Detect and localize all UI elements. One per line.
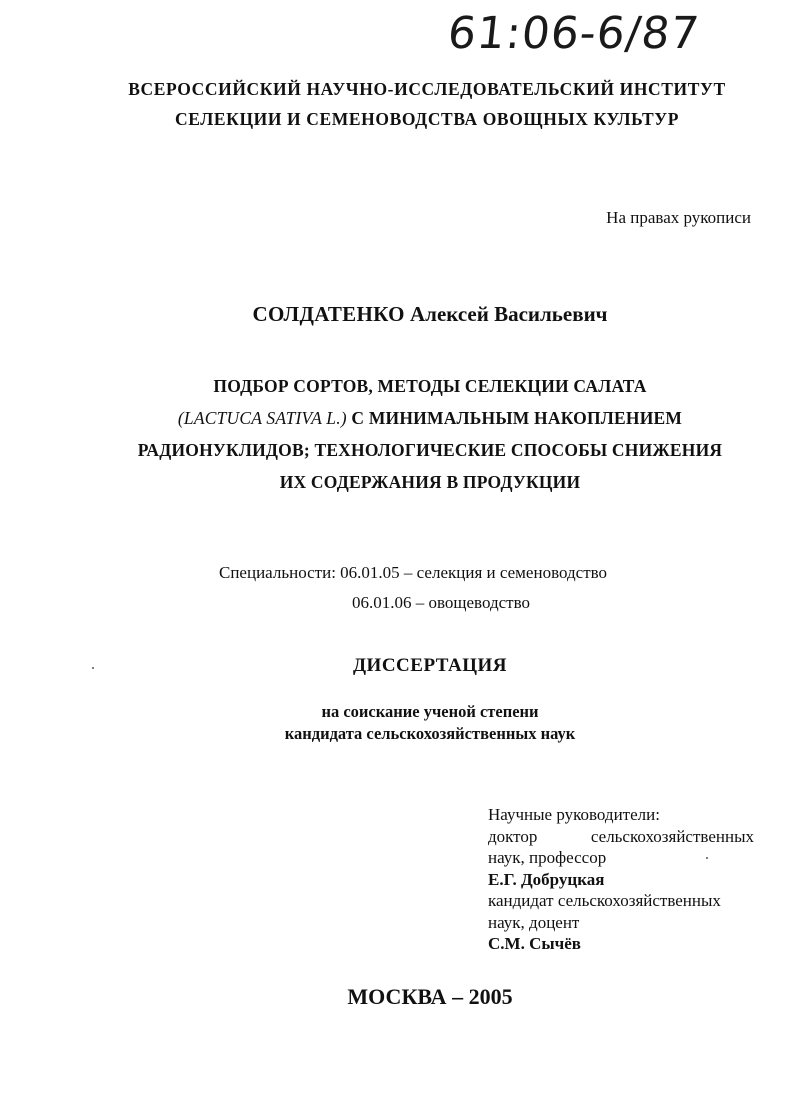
title-line2 [62, 402, 798, 434]
specialty-line1: Специальности: 06.01.05 – селекция и семеноводство [219, 563, 608, 582]
institute-name-line1: ВСЕРОССИЙСКИЙ НАУЧНО-ИССЛЕДОВАТЕЛЬСКИЙ ИНСТИТУТ [128, 79, 726, 99]
specialty-line2: 06.01.06 – овощеводство [352, 593, 531, 612]
manuscript-rights-note: На правах рукописи [606, 208, 751, 227]
advisor1-title-line2: наук, профессор [488, 848, 607, 867]
advisor1-title-word1: доктор [488, 826, 538, 846]
handwritten-catalog-number: 61:06-6/87 [445, 8, 703, 59]
advisors-heading: Научные руководители: [488, 805, 660, 824]
institute-name-line2: СЕЛЕКЦИИ И СЕМЕНОВОДСТВА ОВОЩНЫХ КУЛЬТУР [174, 109, 680, 129]
title-line2-rest: С МИНИМАЛЬНЫМ НАКОПЛЕНИЕМ [351, 408, 683, 428]
advisor1-title-word2: сельскохозяйственных [590, 826, 754, 846]
dissertation-title [0, 370, 798, 498]
advisor2-name: С.М. Сычёв [488, 934, 581, 953]
title-line3: РАДИОНУКЛИДОВ; ТЕХНОЛОГИЧЕСКИЕ СПОСОБЫ СНИЖЕНИЯ [137, 440, 723, 460]
advisor1-title-line1 [488, 826, 754, 848]
advisors-block [488, 804, 754, 955]
advisor2-title-line2: наук, доцент [488, 912, 580, 932]
advisor2-title-line1: кандидат сельскохозяйственных [488, 891, 721, 910]
document-type: ДИССЕРТАЦИЯ [352, 655, 508, 676]
title-line1: ПОДБОР СОРТОВ, МЕТОДЫ СЕЛЕКЦИИ САЛАТА [213, 376, 647, 396]
title-line4: ИХ СОДЕРЖАНИЯ В ПРОДУКЦИИ [279, 472, 581, 492]
institute-name [0, 74, 798, 134]
degree-statement [0, 701, 798, 745]
city-year: МОСКВА – 2005 [347, 984, 513, 1009]
title-latin-name: (LACTUCA SATIVA L.) [177, 408, 347, 428]
author-given-names: Алексей Васильевич [410, 302, 608, 326]
degree-line2: кандидата сельскохозяйственных наук [284, 724, 576, 743]
degree-line1: на соискание ученой степени [321, 702, 539, 721]
author-name [0, 302, 798, 327]
author-surname: СОЛДАТЕНКО [252, 302, 405, 326]
advisor1-name: Е.Г. Добруцкая [488, 869, 605, 889]
